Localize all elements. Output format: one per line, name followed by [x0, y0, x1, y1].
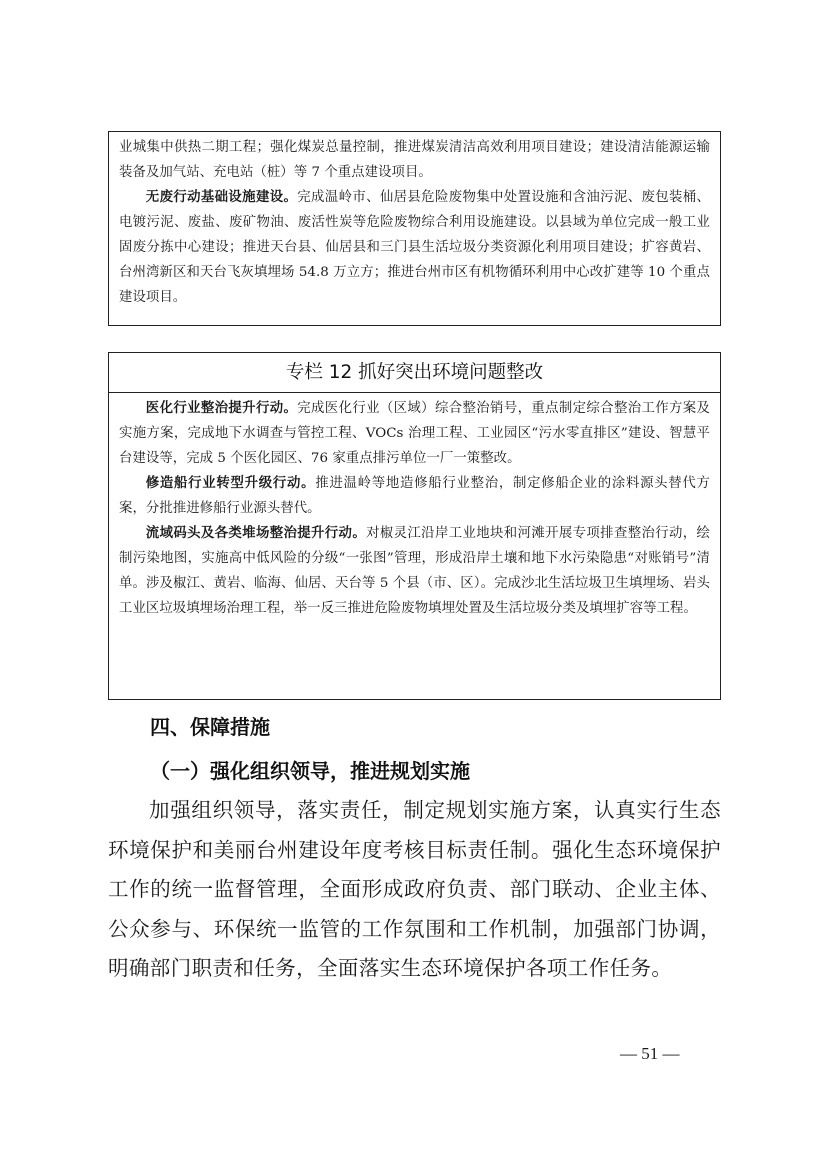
page-number: — 51 — [620, 1044, 680, 1063]
item-heading: 无废行动基础设施建设。 [145, 190, 298, 205]
project-box-continued [108, 131, 721, 326]
column-body [109, 393, 720, 621]
item-heading: 医化行业整治提升行动。 [145, 401, 298, 416]
subsection-heading: （一）强化组织领导，推进规划实施 [150, 759, 470, 783]
item-text: 完成医化行业（区域）综合整治销号，重点制定综合整治工作方案及实施方案，完成地下水调查与管控工程、VOCs 治理工程、工业园区“污水零直排区”建设、智慧平台建设等，完成 5 个医化园区、76 家重点排污单位一厂一策整改。 [119, 401, 710, 466]
section-heading: 四、保障措施 [150, 715, 270, 739]
box-paragraph [119, 185, 710, 310]
item-heading: 修造船行业转型升级行动。 [145, 476, 316, 491]
box-paragraph: 业城集中供热二期工程；强化煤炭总量控制，推进煤炭清洁高效利用项目建设；建设清洁能源运输装备及加气站、充电站（桩）等 7 个重点建设项目。 [119, 140, 710, 180]
box-paragraph [119, 396, 710, 471]
box-paragraph [119, 471, 710, 521]
item-text: 完成温岭市、仙居县危险废物集中处置设施和含油污泥、废包装桶、电镀污泥、废盐、废矿物油、废活性炭等危险废物综合利用设施建设。以县域为单位完成一般工业固废分拣中心建设；推进天台县、仙居县和三门县生活垃圾分类资源化利用项目建设；扩容黄岩、台州湾新区和天台飞灰填埋场 54.8 万立方；推进台州市区有机物循环利用中心改扩建等 10 个重点建设项目。 [119, 190, 710, 305]
item-text: 推进温岭等地造修船行业整治，制定修船企业的涂料源头替代方案，分批推进修船行业源头替代。 [119, 476, 710, 516]
column-box-12 [108, 352, 721, 700]
item-heading: 流域码头及各类堆场整治提升行动。 [145, 526, 367, 541]
box-paragraph [119, 521, 710, 621]
column-title: 专栏 12 抓好突出环境问题整改 [109, 353, 720, 393]
item-text: 对椒灵江沿岸工业地块和河滩开展专项排查整治行动，绘制污染地图，实施高中低风险的分级“一张图”管理，形成沿岸土壤和地下水污染隐患“对账销号”清单。涉及椒江、黄岩、临海、仙居、天台等 5 个县（市、区）。完成沙北生活垃圾卫生填埋场、岩头工业区垃圾填埋场治理工程，举一反三推进危险废物填埋处置及生活垃圾分类及填埋扩容等工程。 [119, 526, 710, 616]
body-paragraph: 加强组织领导，落实责任，制定规划实施方案，认真实行生态环境保护和美丽台州建设年度考核目标责任制。强化生态环境保护工作的统一监督管理，全面形成政府负责、部门联动、企业主体、公众参与、环保统一监管的工作氛围和工作机制，加强部门协调，明确部门职责和任务，全面落实生态环境保护各项工作任务。 [108, 798, 721, 980]
